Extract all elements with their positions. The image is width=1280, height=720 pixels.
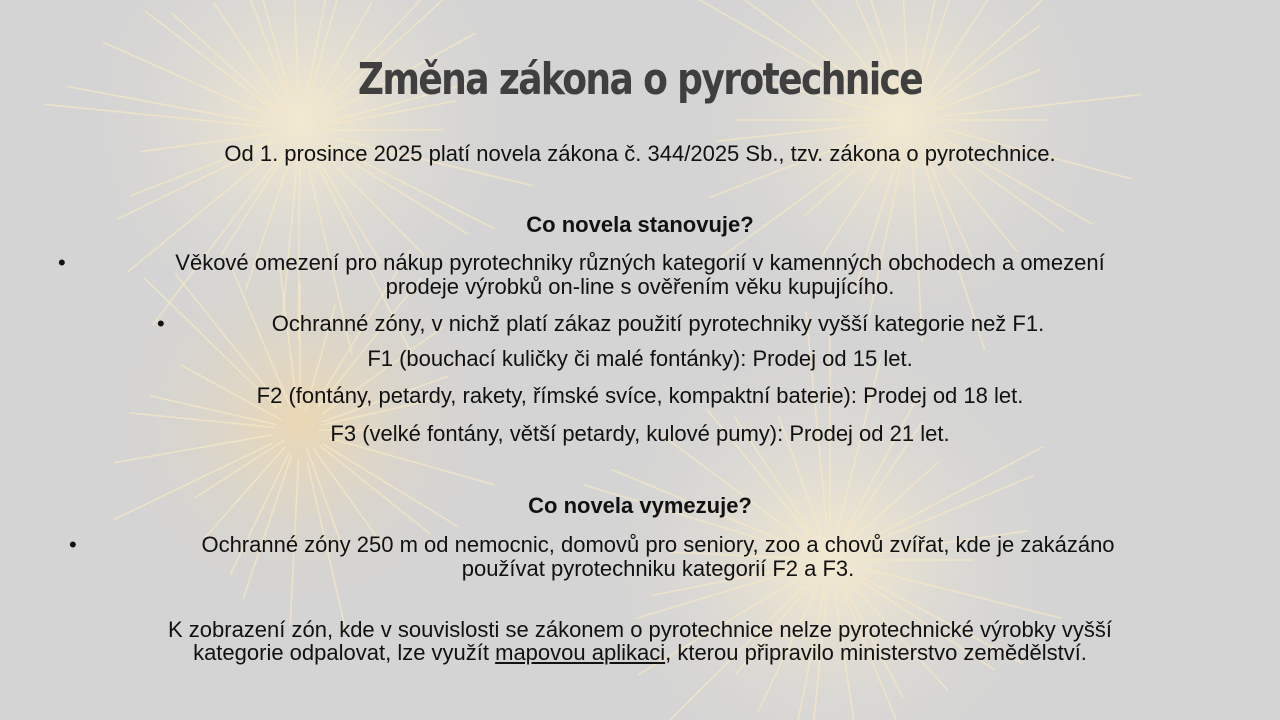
section1-bullet1-line2: prodeje výrobků on-line s ověřením věku kupujícího. [385,274,895,299]
section1-bullet2: Ochranné zóny, v nichž platí zákaz použití pyrotechniky vyšší kategorie než F1. [271,311,1045,336]
bullet-icon: • [157,311,165,336]
footer-line1: K zobrazení zón, kde v souvislosti se zákonem o pyrotechnice nelze pyrotechnické výrobky vyšší [167,617,1112,642]
category-f3: F3 (velké fontány, větší petardy, kulové pumy): Prodej od 21 let. [330,421,950,446]
section2-bullet1-line2: používat pyrotechniku kategorií F2 a F3. [461,556,855,581]
intro-text: Od 1. prosince 2025 platí novela zákona č. 344/2025 Sb., tzv. zákona o pyrotechnice. [224,141,1056,166]
category-f1: F1 (bouchací kuličky či malé fontánky): Prodej od 15 let. [367,346,913,371]
section1-bullet1-line1: Věkové omezení pro nákup pyrotechniky různých kategorií v kamenných obchodech a omezení [175,250,1105,275]
section1-heading: Co novela stanovuje? [526,212,754,237]
footer-line2-after: , kterou připravilo ministerstvo zemědělství. [665,640,1087,665]
footer-line2 [0,641,1280,665]
section2-bullet1-line1: Ochranné zóny 250 m od nemocnic, domovů pro seniory, zoo a chovů zvířat, kde je zakázáno [201,532,1115,557]
footer-line2-before: kategorie odpalovat, lze využít [193,640,496,665]
map-app-link[interactable]: mapovou aplikaci [495,640,666,665]
bullet-icon: • [58,250,66,275]
category-f2: F2 (fontány, petardy, rakety, římské svíce, kompaktní baterie): Prodej od 18 let. [256,383,1024,408]
slide-title: Změna zákona o pyrotechnice [357,54,923,105]
section2-heading: Co novela vymezuje? [528,493,752,518]
bullet-icon: • [69,532,77,557]
